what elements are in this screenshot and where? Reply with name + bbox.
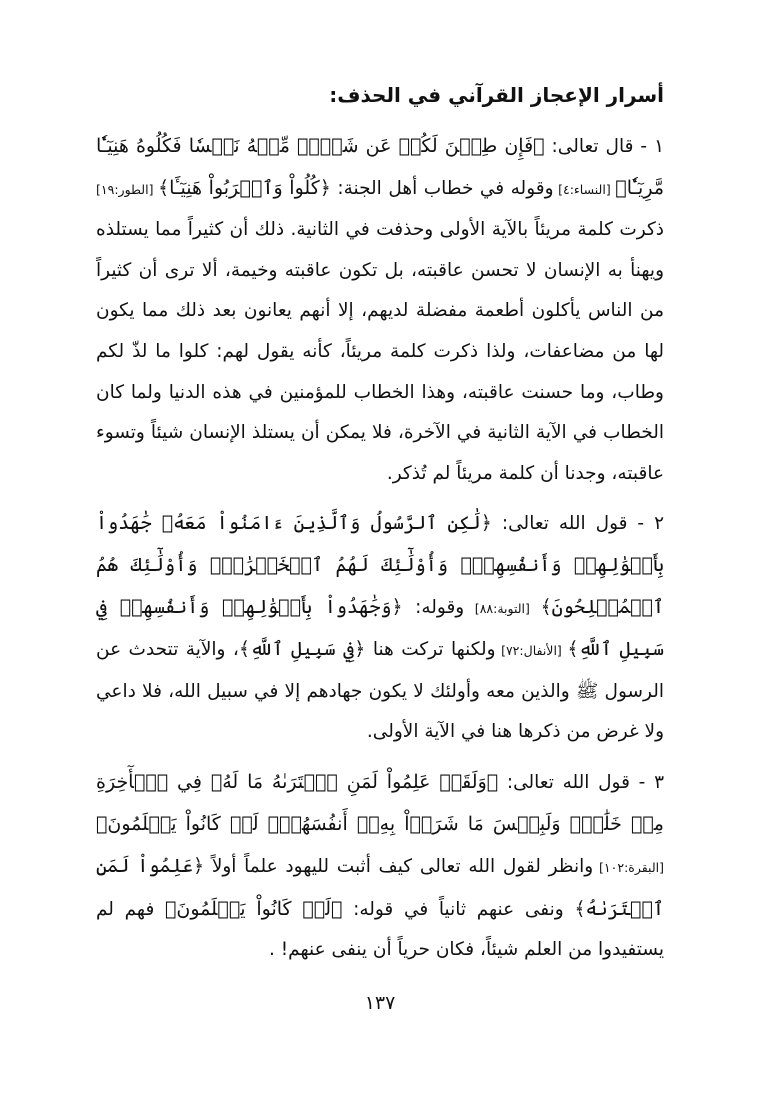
verse-al-baqara-102: ﴿وَلَقَدۡ عَلِمُواْ لَمَنِ ٱشۡتَرَىٰهُ مَا لَهُۥ فِي ٱلۡأٓخِرَةِ مِنۡ خَلَٰقٖۚ وَلَبِئۡسَ مَا شَرَوۡاْ بِهِۦٓ أَنفُسَهُمۡۚ لَوۡ كَانُواْ يَعۡلَمُونَ﴾ [96,770,664,835]
item-3-lead: ٣ - قول الله تعالى: [498,771,664,793]
item-2-mid: وقوله: [402,596,465,618]
citation-an-nisa: [النساء:٤] [553,181,616,197]
item-3-text: فهم لم يستفيدوا من العلم شيئاً، فكان حرياً أن ينفى عنهم! . [96,898,664,961]
verse-at-tawba-88: ﴿لَٰكِنِ ٱلرَّسُولُ وَٱلَّذِينَ ءَامَنُواْ مَعَهُۥ جَٰهَدُواْ بِأَمۡوَٰلِهِمۡ وَأَنفُسِهِمۡۚ وَأُوْلَٰٓئِكَ لَهُمُ ٱلۡخَيۡرَٰتُۖ وَأُوْلَٰٓئِكَ هُمُ ٱلۡمُفۡلِحُونَ﴾ [96,512,665,618]
item-2-mid2: ولكنها تركت هنا [365,639,496,661]
citation-al-anfal: [الأنفال:٧٢] [495,643,568,659]
verse-fi-sabil-allah: ﴿فِي سَبِيلِ ٱللَّهِ﴾ [238,638,366,661]
section-heading: أسرار الإعجاز القرآني في الحذف: [329,83,664,107]
citation-al-baqara: [البقرة:١٠٢] [593,860,664,876]
item-2-lead: ٢ - قول الله تعالى: [491,513,664,535]
citation-at-tawba: [التوبة:٨٨] [464,600,541,616]
verse-an-nisa-4: ﴿فَإِن طِبۡنَ لَكُمۡ عَن شَيۡءٖ مِّنۡهُ نَفۡسٗا فَكُلُوهُ هَنِيٓـٔٗا مَّرِيٓـٔٗا﴾ [96,135,665,199]
paragraph-2 [96,503,664,753]
item-1-text: ذكرت كلمة مريئاً بالآية الأولى وحذفت في الثانية. ذلك أن كثيراً مما يستلذه ويهنأ به الإنسان لا تحسن عاقبته، بل تكون عاقبته وخيمة، ألا ترى أن كثيراً من الناس يأكلون أطعمة مفضلة لديهم، إلا أنهم يعانون بعد ذلك مما يكون لها من مضاعفات، ولذا ذكرت كلمة مريئاً، كأنه يقول لهم: كلوا ما لذّ لكم وطاب، وما حسنت عاقبته، وهذا الخطاب للمؤمنين في هذه الدنيا ولما كان الخطاب في الآية الثانية في الآخرة، فلا يمكن أن يستلذ الإنسان شيئاً وتسوء عاقبته، وجدنا أن كلمة مريئاً لم تُذكر. [96,219,664,484]
paragraph-3 [96,762,664,971]
item-3-mid: وانظر لقول الله تعالى كيف أثبت لليهود علماً أولاً [204,856,594,878]
verse-al-anfal-72: ﴿وَجَٰهَدُواْ بِأَمۡوَٰلِهِمۡ وَأَنفُسِهِمۡ فِي سَبِيلِ ٱللَّهِ﴾ [96,595,664,661]
item-1-lead: ١ - قال تعالى: [544,136,664,157]
citation-at-tur: [الطور:١٩] [96,181,159,197]
verse-law-kanu: ﴿لَوۡ كَانُواْ يَعۡلَمُونَ﴾ [164,897,343,920]
verse-alimu: ﴿عَلِمُواْ لَمَنِ ٱشۡتَرَىٰهُ﴾ [96,855,664,920]
item-3-mid2: ونفى عنهم ثانياً في قوله: [342,898,575,920]
paragraph-1 [96,126,664,494]
item-1-mid: وقوله في خطاب أهل الجنة: [330,177,554,199]
verse-at-tur-19: ﴿كُلُواْ وَٱشۡرَبُواْ هَنِيٓـَٔا﴾ [158,176,331,199]
page-number: ١٣٧ [364,992,396,1014]
item-2-text: ، والآية تتحدث عن الرسول ﷺ والذين معه وأولئك لا يكون جهادهم إلا في سبيل الله، فلا داعي ولا غرض من ذكرها هنا في الآية الأولى. [96,639,664,743]
